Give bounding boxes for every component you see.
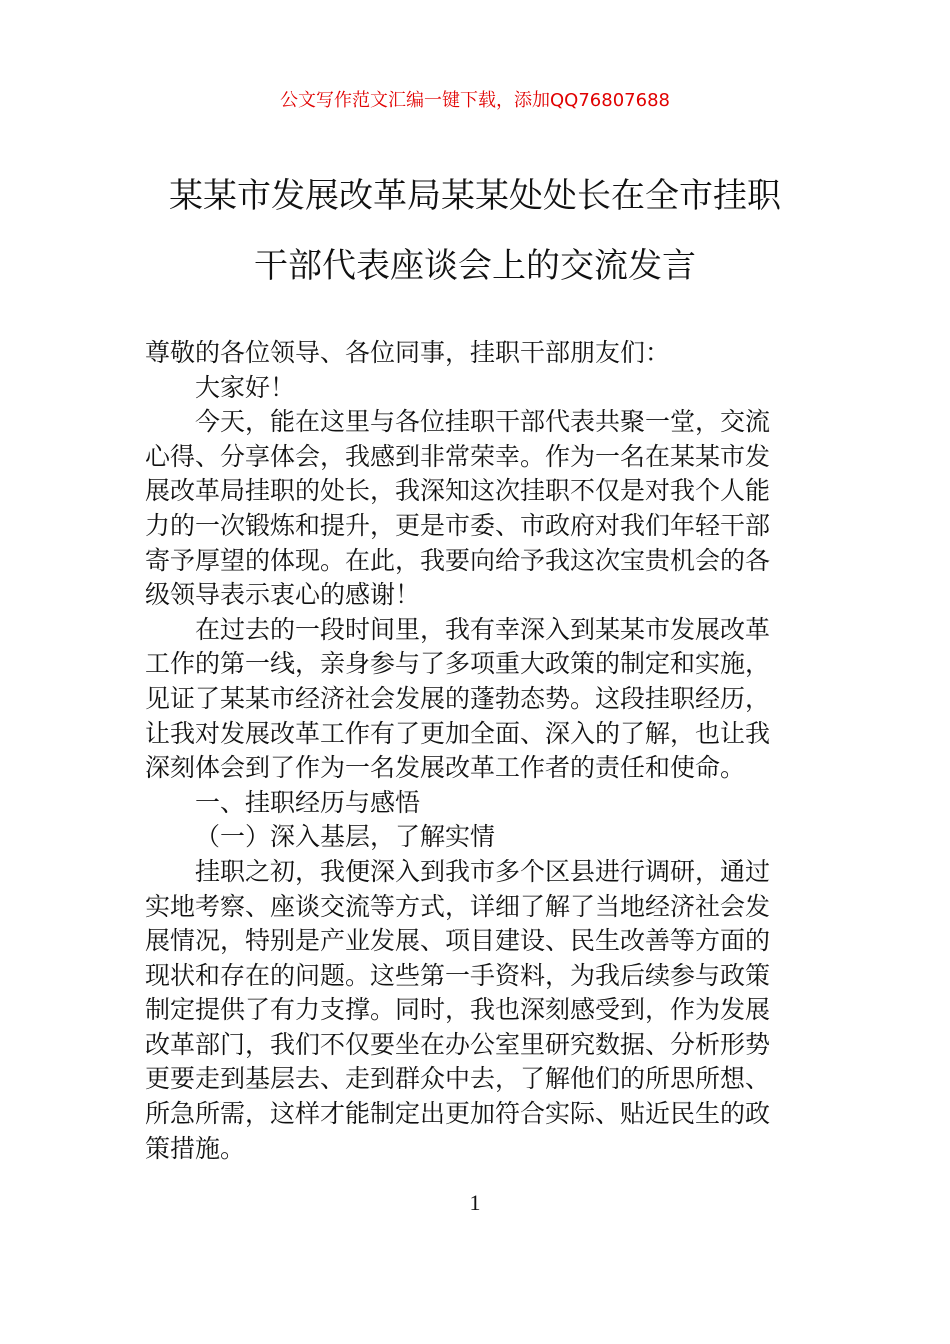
document-title-line-1: 某某市发展改革局某某处处长在全市挂职 — [169, 176, 781, 216]
paragraph-line: 见证了某某市经济社会发展的蓬勃态势。这段挂职经历， — [145, 683, 771, 713]
document-title-line-2: 干部代表座谈会上的交流发言 — [254, 246, 696, 286]
subsection-heading: （一）深入基层，了解实情 — [195, 822, 496, 852]
salutation-line: 尊敬的各位领导、各位同事，挂职干部朋友们： — [145, 338, 671, 367]
greeting-line: 大家好！ — [195, 372, 296, 402]
paragraph-line: 力的一次锻炼和提升，更是市委、市政府对我们年轻干部 — [145, 510, 771, 540]
download-notice: 公文写作范文汇编一键下载，添加QQ76807688 — [280, 90, 670, 111]
paragraph-line: 今天，能在这里与各位挂职干部代表共聚一堂，交流 — [195, 407, 771, 437]
paragraph-line: 制定提供了有力支撑。同时，我也深刻感受到，作为发展 — [145, 995, 771, 1025]
paragraph-line: 现状和存在的问题。这些第一手资料，为我后续参与政策 — [145, 960, 771, 990]
paragraph-line: 策措施。 — [145, 1133, 246, 1163]
paragraph-line: 寄予厚望的体现。在此，我要向给予我这次宝贵机会的各 — [145, 545, 771, 575]
section-heading: 一、挂职经历与感悟 — [195, 787, 421, 817]
paragraph-line: 让我对发展改革工作有了更加全面、深入的了解，也让我 — [145, 718, 771, 748]
document-body — [145, 336, 805, 1166]
paragraph-line: 工作的第一线，亲身参与了多项重大政策的制定和实施， — [145, 649, 771, 679]
page-number: 1 — [469, 1190, 481, 1215]
paragraph-line: 挂职之初，我便深入到我市多个区县进行调研，通过 — [195, 856, 771, 886]
paragraph-line: 更要走到基层去、走到群众中去，了解他们的所思所想、 — [145, 1064, 771, 1094]
paragraph-line: 展改革局挂职的处长，我深知这次挂职不仅是对我个人能 — [145, 476, 771, 506]
paragraph-line: 改革部门，我们不仅要坐在办公室里研究数据、分析形势 — [145, 1029, 771, 1059]
paragraph-line: 所急所需，这样才能制定出更加符合实际、贴近民生的政 — [145, 1099, 771, 1129]
paragraph-line: 级领导表示衷心的感谢！ — [145, 580, 421, 610]
paragraph-line: 心得、分享体会，我感到非常荣幸。作为一名在某某市发 — [145, 441, 771, 471]
paragraph-line: 在过去的一段时间里，我有幸深入到某某市发展改革 — [195, 614, 771, 644]
paragraph-line: 深刻体会到了作为一名发展改革工作者的责任和使命。 — [145, 753, 746, 783]
paragraph-line: 展情况，特别是产业发展、项目建设、民生改善等方面的 — [145, 926, 771, 956]
paragraph-line: 实地考察、座谈交流等方式，详细了解了当地经济社会发 — [145, 891, 771, 921]
